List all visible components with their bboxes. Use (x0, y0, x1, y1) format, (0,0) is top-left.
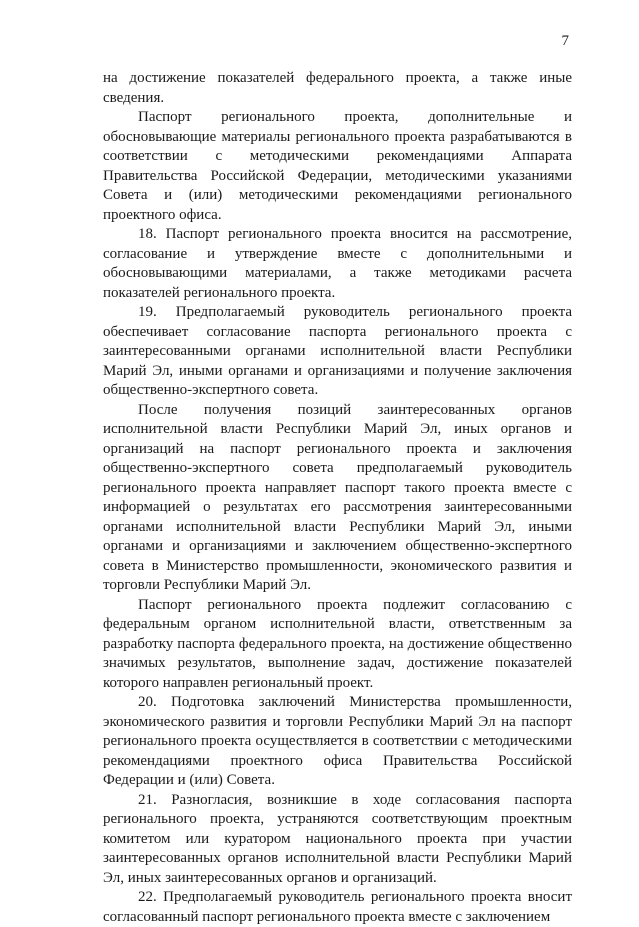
page-number: 7 (561, 33, 569, 49)
document-body (103, 69, 572, 927)
paragraph-item-21: 21. Разногласия, возникшие в ходе согласования паспорта регионального проекта, устраняются соответствующим проектным комитетом или куратором национального проекта при участии заинтересованных органов исполнительной власти Республики Марий Эл, иных заинтересованных органов и организаций. (103, 791, 572, 886)
paragraph-after-positions: После получения позиций заинтересованных органов исполнительной власти Республики Марий Эл, иных органов и организаций на паспорт регионального проекта и заключения общественно-экспертного совета предполагаемый руководитель регионального проекта направляет паспорт такого проекта вместе с информацией о результатах его рассмотрения заинтересованными органами исполнительной власти Республики Марий Эл, иными органами и организациями и заключением общественно-экспертного совета в Министерство промышленности, экономического развития и торговли Республики Марий Эл. (103, 401, 572, 593)
paragraph-item-19: 19. Предполагаемый руководитель регионального проекта обеспечивает согласование паспорта регионального проекта с заинтересованными органами исполнительной власти Республики Марий Эл, иными органами и организациями и получение заключения общественно-экспертного совета. (103, 304, 572, 398)
paragraph-item-20: 20. Подготовка заключений Министерства промышленности, экономического развития и торговли Республики Марий Эл на паспорт регионального проекта осуществляется в соответствии с методическими рекомендациями проектного офиса Правительства Российской Федерации и (или) Совета. (103, 694, 572, 788)
paragraph-item-22: 22. Предполагаемый руководитель регионального проекта вносит согласованный паспорт регионального проекта вместе с заключением (103, 889, 572, 925)
paragraph-federal-approval: Паспорт регионального проекта подлежит согласованию с федеральным органом исполнительной власти, ответственным за разработку паспорта федерального проекта, на достижение общественно значимых результатов, выполнение задач, достижение показателей которого направлен региональный проект. (103, 596, 572, 691)
paragraph-item-18: 18. Паспорт регионального проекта вносится на рассмотрение, согласование и утверждение вместе с дополнительными и обосновывающими материалами, а также методиками расчета показателей регионального проекта. (103, 226, 572, 301)
paragraph-continuation: на достижение показателей федерального проекта, а также иные сведения. (103, 70, 572, 106)
paragraph-passport-materials: Паспорт регионального проекта, дополнительные и обосновывающие материалы регионального проекта разрабатываются в соответствии с методическими рекомендациями Аппарата Правительства Российской Федерации, методическими указаниями Совета и (или) методическими рекомендациями регионального проектного офиса. (103, 109, 572, 223)
